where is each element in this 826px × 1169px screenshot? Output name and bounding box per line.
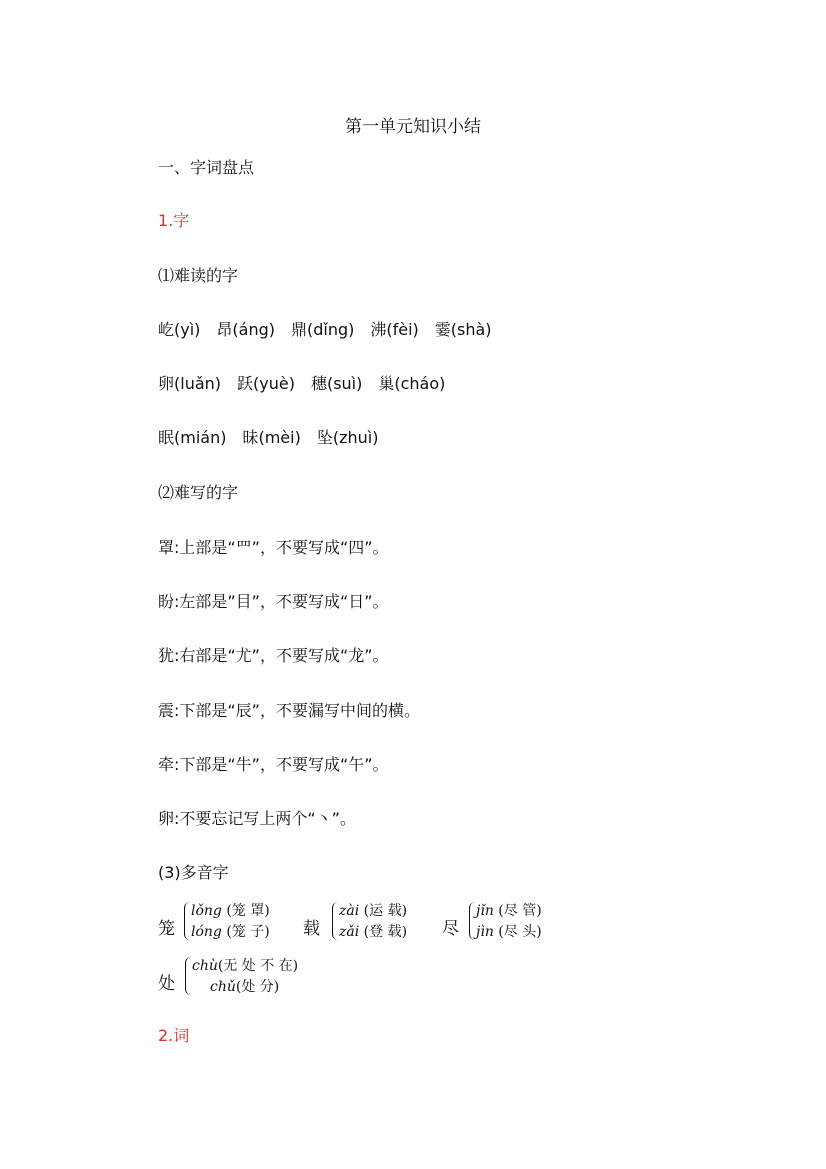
hard-write-line: 盼:左部是”目”，不要写成“日”。 bbox=[158, 592, 389, 611]
hard-write-line: 震:下部是“辰”，不要漏写中间的横。 bbox=[158, 701, 420, 720]
polyphone-reading: zài (运 载) bbox=[339, 903, 408, 919]
hard-write-heading: ⑵难写的字 bbox=[158, 483, 239, 502]
subheading-characters: 1.字 bbox=[158, 211, 190, 230]
hard-read-line: 卵(luǎn) 跃(yuè) 穗(suì) 巢(cháo) bbox=[158, 374, 446, 393]
hard-write-line: 牵:下部是“牛”，不要写成“午”。 bbox=[158, 755, 389, 774]
polyphone-char: 载 bbox=[303, 919, 320, 939]
polyphone-reading: lǒng (笼 罩) bbox=[191, 903, 270, 919]
hard-read-line: 眠(mián) 昧(mèi) 坠(zhuì) bbox=[158, 428, 379, 447]
hard-write-line: 卵:不要忘记写上两个“丶”。 bbox=[158, 809, 356, 828]
polyphone-char: 笼 bbox=[158, 919, 175, 939]
polyphone-char: 尽 bbox=[442, 919, 459, 939]
subheading-words: 2.词 bbox=[158, 1026, 190, 1045]
polyphone-group bbox=[442, 900, 572, 944]
page-title: 第一单元知识小结 bbox=[345, 117, 481, 137]
polyphone-reading: zǎi (登 载) bbox=[339, 924, 408, 940]
hard-write-line: 犹:右部是“尤”，不要写成“龙”。 bbox=[158, 646, 389, 665]
polyphone-group bbox=[158, 955, 318, 999]
polyphone-reading: jǐn (尽 管) bbox=[476, 903, 542, 919]
hard-read-heading: ⑴难读的字 bbox=[158, 266, 239, 285]
brace bbox=[184, 902, 191, 940]
brace bbox=[185, 957, 192, 995]
polyphone-reading: lóng (笼 子) bbox=[191, 924, 270, 940]
hard-read-line: 屹(yì) 昂(áng) 鼎(dǐng) 沸(fèi) 霎(shà) bbox=[158, 320, 492, 339]
polyphone-reading: chù(无 处 不 在) bbox=[192, 958, 299, 974]
polyphone-reading: jìn (尽 头) bbox=[476, 924, 542, 940]
section-heading-vocab: 一、字词盘点 bbox=[158, 158, 255, 177]
polyphone-char: 处 bbox=[158, 974, 175, 994]
polyphone-group bbox=[158, 900, 288, 944]
polyphone-heading: (3)多音字 bbox=[158, 863, 229, 882]
brace bbox=[469, 902, 476, 940]
polyphone-reading: chǔ(处 分) bbox=[210, 979, 280, 995]
polyphone-group bbox=[303, 900, 433, 944]
brace bbox=[332, 902, 339, 940]
hard-write-line: 罩:上部是“罒”，不要写成“四”。 bbox=[158, 538, 389, 557]
